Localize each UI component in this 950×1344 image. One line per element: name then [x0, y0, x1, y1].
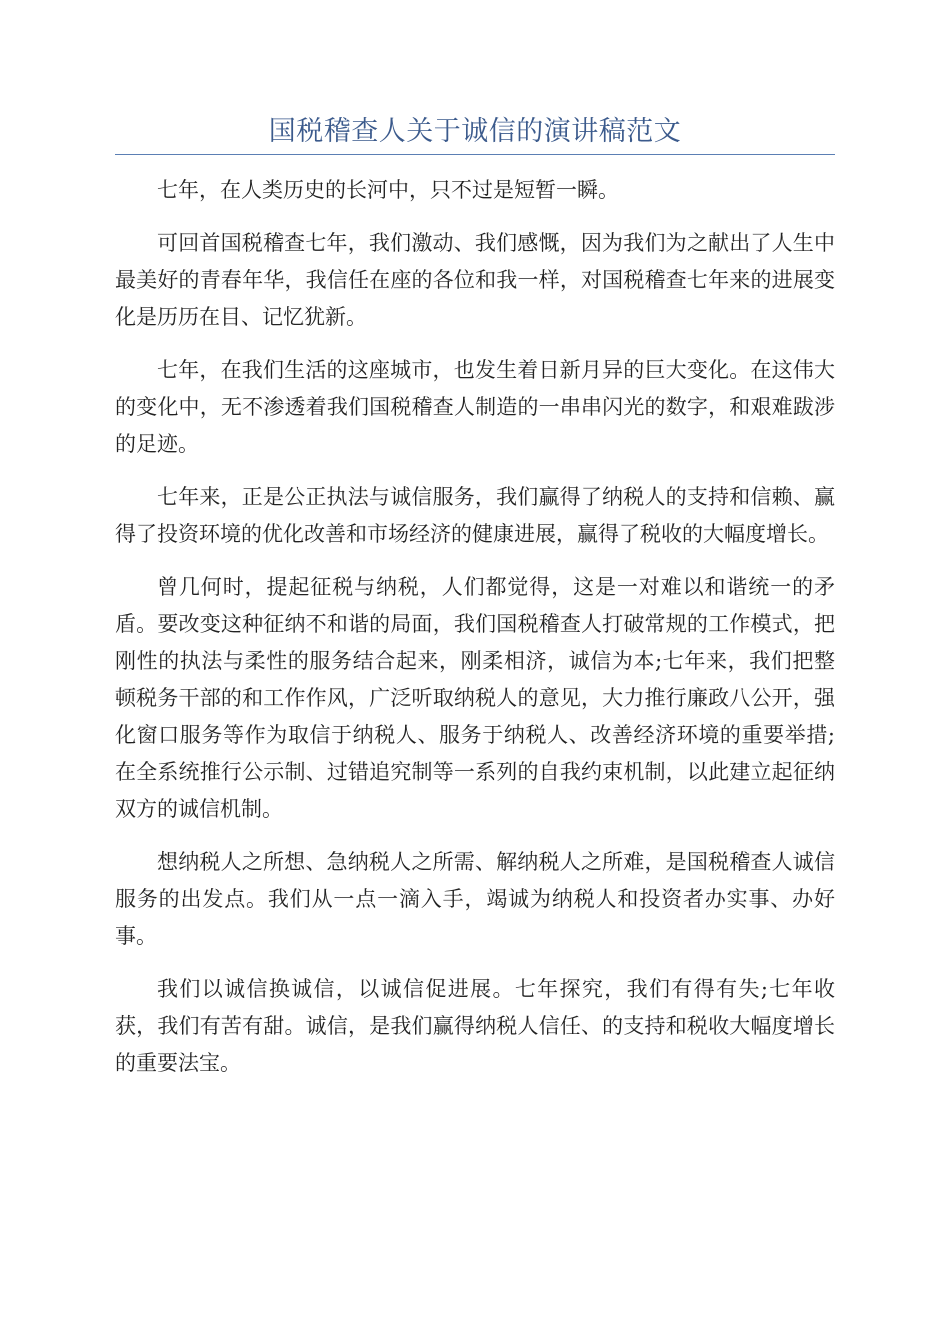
paragraph: 想纳税人之所想、急纳税人之所需、解纳税人之所难，是国税稽查人诚信服务的出发点。我们从一点一滴入手，竭诚为纳税人和投资者办实事、办好事。	[115, 850, 835, 948]
paragraph: 七年来，正是公正执法与诚信服务，我们赢得了纳税人的支持和信赖、赢得了投资环境的优化改善和市场经济的健康进展，赢得了税收的大幅度增长。	[115, 485, 835, 546]
page-title: 国税稽查人关于诚信的演讲稿范文	[268, 116, 682, 147]
paragraph: 我们以诚信换诚信，以诚信促进展。七年探究，我们有得有失;七年收获，我们有苦有甜。诚信，是我们赢得纳税人信任、的支持和税收大幅度增长的重要法宝。	[115, 977, 835, 1075]
paragraph: 七年，在人类历史的长河中，只不过是短暂一瞬。	[157, 178, 619, 202]
paragraph: 七年，在我们生活的这座城市，也发生着日新月异的巨大变化。在这伟大的变化中，无不渗透着我们国税稽查人制造的一串串闪光的数字，和艰难跋涉的足迹。	[115, 358, 835, 456]
title-underline	[115, 154, 835, 155]
document-body	[115, 172, 835, 1098]
paragraph: 可回首国税稽查七年，我们激动、我们感慨，因为我们为之献出了人生中最美好的青春年华，我信任在座的各位和我一样，对国税稽查七年来的进展变化是历历在目、记忆犹新。	[115, 231, 835, 329]
paragraph: 曾几何时，提起征税与纳税，人们都觉得，这是一对难以和谐统一的矛盾。要改变这种征纳不和谐的局面，我们国税稽查人打破常规的工作模式，把刚性的执法与柔性的服务结合起来，刚柔相济，诚信为本;七年来，我们把整顿税务干部的和工作作风，广泛听取纳税人的意见，大力推行廉政八公开，强化窗口服务等作为取信于纳税人、服务于纳税人、改善经济环境的重要举措;在全系统推行公示制、过错追究制等一系列的自我约束机制，以此建立起征纳双方的诚信机制。	[115, 575, 835, 821]
